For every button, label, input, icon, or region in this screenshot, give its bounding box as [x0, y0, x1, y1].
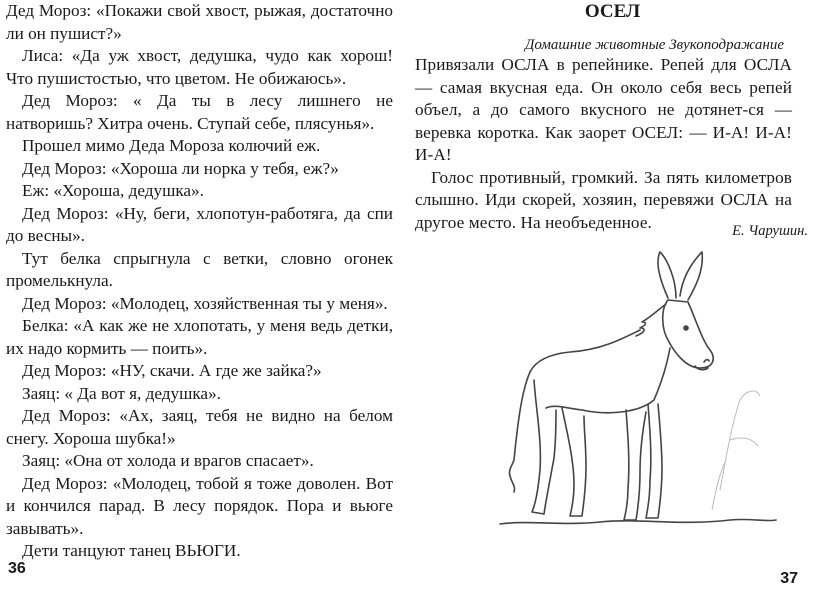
- donkey-back: [530, 330, 640, 372]
- left-paragraph-12: Заяц: « Да вот я, дедушка».: [22, 383, 221, 403]
- left-paragraph-5: Дед Мороз: «Хороша ли норка у тебя, еж?»: [22, 158, 339, 178]
- left-paragraph-16: Дети танцуют танец ВЬЮГИ.: [22, 541, 241, 560]
- donkey-tail-tip: [510, 476, 515, 492]
- donkey-front-leg-2: [646, 404, 662, 518]
- left-paragraph-10: Белка: «А как же не хлопотать, у меня ведь детки, их надо кормить — поить».: [6, 316, 393, 358]
- left-paragraph-14: Заяц: «Она от холода и врагов спасает».: [22, 451, 314, 470]
- left-paragraph-7: Дед Мороз: «Ну, беги, хлопотун-работяга, да спи до весны».: [6, 203, 393, 245]
- ground-line: [500, 519, 776, 524]
- donkey-tail: [509, 372, 530, 476]
- left-paragraph-11: Дед Мороз: «НУ, скачи. А где же зайка?»: [22, 361, 322, 380]
- donkey-belly: [546, 348, 670, 413]
- story-rubric: Домашние животные Звукоподражание: [524, 37, 784, 53]
- right-paragraph-1: Привязали ОСЛА в репейнике. Репей для ОСЛА — самая вкусная еда. Он около себя весь репей объел, а до самого вкусного не дотянет-ся — веревка коротка. Как заорет ОСЕЛ: — И-А! И-А! И-А!: [415, 55, 792, 164]
- left-paragraph-1: Дед Мороз: «Покажи свой хвост, рыжая, достаточно ли он пушист?»: [6, 1, 393, 43]
- left-page: [6, 0, 393, 563]
- donkey-ear-left: [658, 252, 676, 298]
- left-paragraph-4: Прошел мимо Деда Мороза колючий еж.: [22, 136, 321, 155]
- donkey-eye: [684, 326, 688, 330]
- left-paragraph-6: Еж: «Хороша, дедушка».: [22, 181, 204, 200]
- donkey-nostril: [704, 360, 709, 362]
- page-number-right: 37: [780, 570, 798, 587]
- page-number-left: 36: [8, 560, 26, 577]
- left-paragraph-15: Дед Мороз: «Молодец, тобой я тоже доволен. Вот и кончился парад. В лесу порядок. Пора и вьюге завывать».: [6, 473, 393, 538]
- left-paragraph-2: Лиса: «Да уж хвост, дедушка, чудо как хорош! Что пушистостью, что цветом. Не обижаюсь».: [6, 46, 393, 88]
- donkey-mane: [636, 304, 666, 336]
- donkey-hind-leg-2: [562, 408, 586, 516]
- donkey-front-leg-1: [624, 410, 646, 520]
- donkey-ear-right: [680, 252, 702, 300]
- left-paragraph-9: Дед Мороз: «Молодец, хозяйственная ты у меня».: [22, 293, 388, 313]
- story-title: ОСЕЛ: [584, 1, 641, 22]
- story-author: Е. Чарушин.: [732, 223, 808, 239]
- donkey-head: [663, 300, 713, 368]
- left-paragraph-8: Тут белка спрыгнула с ветки, словно огонек промелькнула.: [6, 248, 393, 290]
- background-plants: [712, 391, 760, 510]
- right-paragraph-2: Голос противный, громкий. За пять километров слышно. Иди скорей, хозяин, перевяжи ОСЛА на другое место. На необъеденное.: [415, 167, 792, 232]
- donkey-hind-leg-1: [532, 380, 556, 514]
- left-paragraph-13: Дед Мороз: «Ах, заяц, тебя не видно на белом снегу. Хороша шубка!»: [6, 406, 393, 448]
- left-paragraph-3: Дед Мороз: « Да ты в лесу лишнего не натворишь? Хитра очень. Ступай себе, плясунья».: [6, 91, 393, 133]
- right-page: [415, 0, 792, 234]
- donkey-illustration: [490, 240, 780, 540]
